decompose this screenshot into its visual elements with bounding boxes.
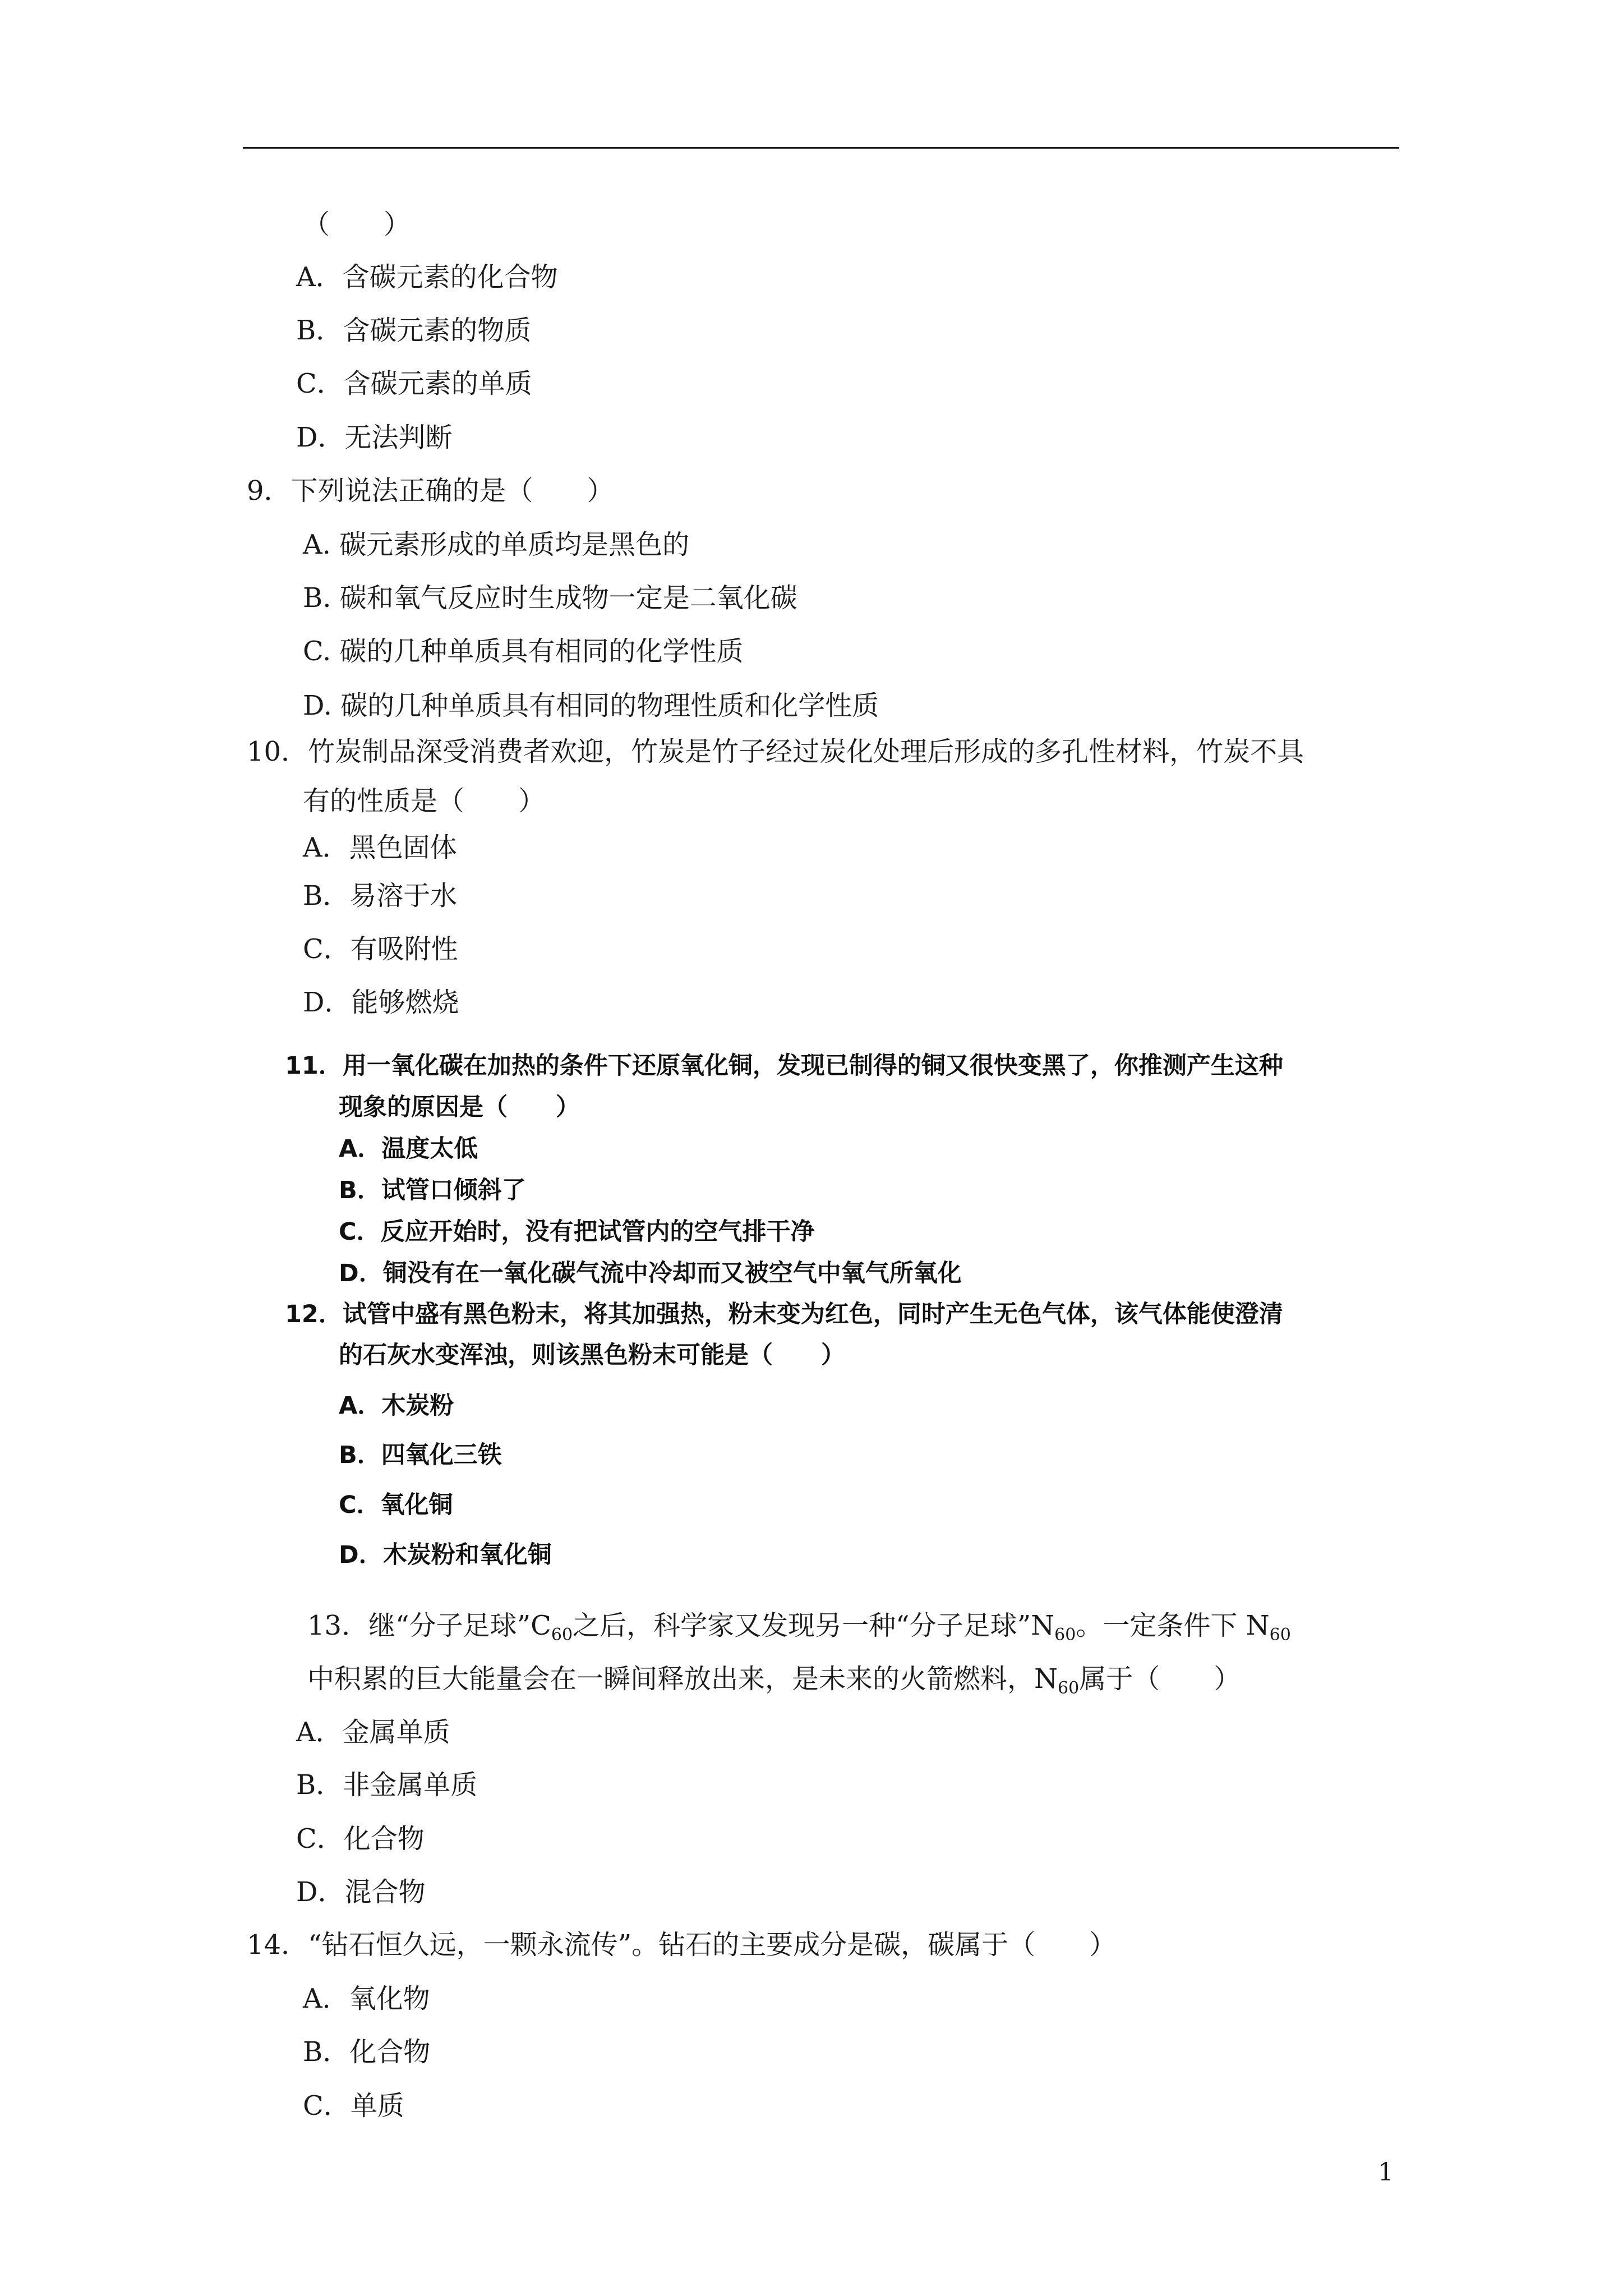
q10-option-d: D．能够燃烧 (303, 987, 459, 1018)
q13-l2-part-b: 属于（ ） (1079, 1663, 1241, 1695)
header-rule (243, 147, 1399, 149)
q10-option-a: A．黑色固体 (303, 832, 457, 863)
q11-option-d: D．铜没有在一氧化碳气流中冷却而又被空气中氧气所氧化 (339, 1259, 962, 1287)
q11-option-b: B．试管口倾斜了 (339, 1176, 526, 1204)
q14-stem: 14．“钻石恒久远，一颗永流传”。钻石的主要成分是碳，碳属于（ ） (247, 1929, 1117, 1961)
q13-l1-part-b: 之后，科学家又发现另一种“分子足球”N (573, 1610, 1055, 1641)
q13-l1-part-c: 。一定条件下 N (1076, 1610, 1270, 1641)
q9-option-d: D. 碳的几种单质具有相同的物理性质和化学性质 (303, 690, 879, 721)
q11-stem-line2: 现象的原因是（ ） (339, 1093, 580, 1121)
q12-option-c: C．氧化铜 (339, 1491, 453, 1519)
q14-option-c: C．单质 (303, 2090, 404, 2122)
q12-option-a: A．木炭粉 (339, 1392, 454, 1420)
q13-option-c: C．化合物 (296, 1823, 425, 1855)
q10-stem-line2: 有的性质是（ ） (303, 785, 546, 817)
q12-stem-line2: 的石灰水变浑浊，则该黑色粉末可能是（ ） (339, 1341, 845, 1369)
q13-l1-sub1: 60 (551, 1625, 573, 1645)
q13-l1-part-a: 13．继“分子足球”C (307, 1610, 551, 1641)
q10-option-b: B．易溶于水 (303, 880, 458, 912)
q8-paren: （ ） (303, 209, 411, 240)
q12-option-d: D．木炭粉和氧化铜 (339, 1541, 552, 1569)
q11-stem-line1: 11．用一氧化碳在加热的条件下还原氧化铜，发现已制得的铜又很快变黑了，你推测产生这种 (285, 1052, 1283, 1080)
q13-l1-sub3: 60 (1269, 1625, 1291, 1645)
q12-stem-line1: 12．试管中盛有黑色粉末，将其加强热，粉末变为红色，同时产生无色气体，该气体能使澄清 (285, 1300, 1283, 1328)
q8-option-d: D．无法判断 (296, 422, 453, 453)
q13-l1-sub2: 60 (1054, 1625, 1076, 1645)
q9-option-b: B. 碳和氧气反应时生成物一定是二氧化碳 (303, 582, 797, 614)
q9-stem: 9．下列说法正确的是（ ） (247, 475, 614, 507)
q14-option-a: A．氧化物 (303, 1983, 430, 2014)
q13-l2-part-a: 中积累的巨大能量会在一瞬间释放出来，是未来的火箭燃料，N (307, 1663, 1058, 1695)
q8-option-c: C．含碳元素的单质 (296, 368, 532, 399)
q14-option-b: B．化合物 (303, 2036, 431, 2068)
q13-option-b: B．非金属单质 (296, 1769, 478, 1801)
q12-option-b: B．四氧化三铁 (339, 1441, 502, 1469)
q11-option-c: C．反应开始时，没有把试管内的空气排干净 (339, 1218, 815, 1246)
q11-option-a: A．温度太低 (339, 1135, 478, 1163)
page-number: 1 (1378, 2158, 1394, 2187)
q8-option-a: A．含碳元素的化合物 (296, 261, 558, 293)
q8-option-b: B．含碳元素的物质 (296, 315, 532, 346)
q10-stem-line1: 10．竹炭制品深受消费者欢迎，竹炭是竹子经过炭化处理后形成的多孔性材料，竹炭不具 (247, 736, 1304, 767)
q13-stem-line1 (307, 1609, 1291, 1645)
q10-option-c: C．有吸附性 (303, 933, 458, 965)
q13-l2-sub: 60 (1058, 1678, 1080, 1698)
q9-option-c: C. 碳的几种单质具有相同的化学性质 (303, 636, 744, 667)
q13-stem-line2 (307, 1662, 1241, 1696)
q13-option-a: A．金属单质 (296, 1717, 450, 1748)
q9-option-a: A. 碳元素形成的单质均是黑色的 (303, 529, 690, 560)
q13-option-d: D．混合物 (296, 1876, 426, 1908)
